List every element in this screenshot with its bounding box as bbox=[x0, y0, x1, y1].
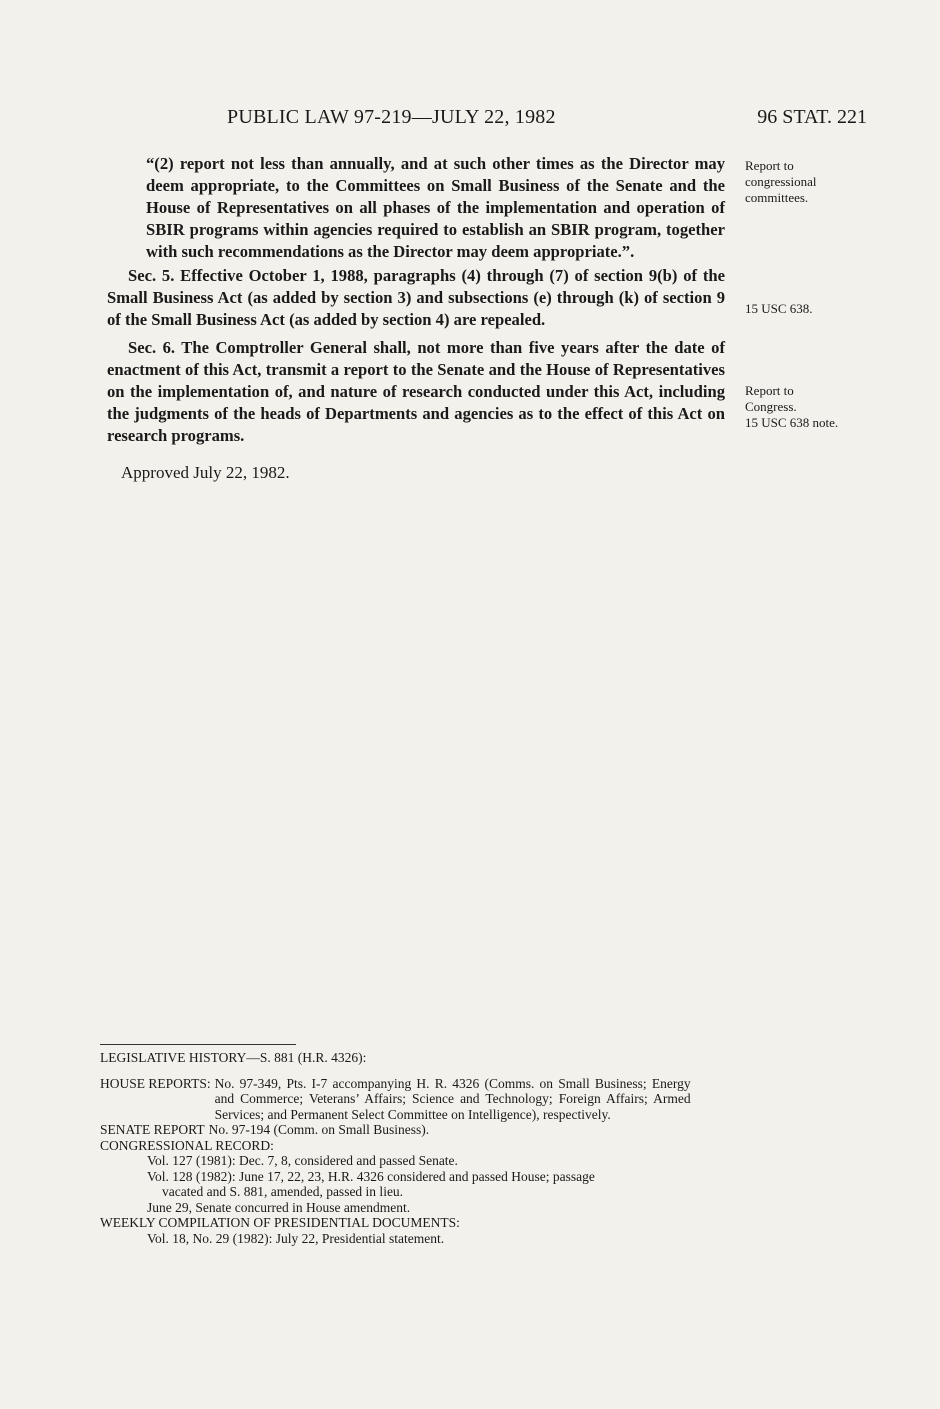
weekly-compilation-heading: WEEKLY COMPILATION OF PRESIDENTIAL DOCUMENTS: bbox=[100, 1215, 460, 1230]
page-header-title: PUBLIC LAW 97-219—JULY 22, 1982 bbox=[227, 106, 556, 128]
congressional-record-heading: CONGRESSIONAL RECORD: bbox=[100, 1137, 274, 1153]
cr-vol-128: Vol. 128 (1982): June 17, 22, 23, H.R. 4326 considered and passed House; passage bbox=[147, 1168, 595, 1184]
senate-report-text: No. 97-194 (Comm. on Small Business). bbox=[208, 1122, 430, 1137]
cr-vol-128-cont: vacated and S. 881, amended, passed in lieu. bbox=[162, 1184, 404, 1199]
house-reports-text: No. 97-349, Pts. I-7 accompanying H. R. 4326 (Comms. on Small Business; Energy and Commerce; Veterans’ Affairs; Science and Technology; Foreign Affairs; Armed Services; and Permanent Select Committee on Intelligence), respectively. bbox=[214, 1075, 691, 1122]
section-5: Sec. 5. Effective October 1, 1988, paragraphs (4) through (7) of section 9(b) of the Small Business Act (as added by section 3) and subsections (e) through (k) of section 9 of the Small Business Act (as added by section 4) are repealed. bbox=[107, 266, 725, 329]
weekly-compilation-vol: Vol. 18, No. 29 (1982): July 22, Presidential statement. bbox=[147, 1230, 445, 1246]
approved-date: Approved July 22, 1982. bbox=[121, 463, 290, 482]
page-header-stat: 96 STAT. 221 bbox=[757, 106, 867, 128]
cr-june-29: June 29, Senate concurred in House amendment. bbox=[147, 1199, 411, 1215]
senate-report-label: SENATE REPORT bbox=[100, 1122, 205, 1137]
house-reports-label: HOUSE REPORTS: bbox=[100, 1075, 211, 1091]
margin-note-report-committees: Report to congressional committees. bbox=[745, 158, 817, 205]
legislative-history bbox=[100, 1050, 720, 1246]
divider-rule bbox=[100, 1044, 296, 1045]
quoted-paragraph: “(2) report not less than annually, and at such other times as the Director may deem appropriate, to the Committees on Small Business of the Senate and the House of Representatives on all phases of the implementation and operation of SBIR programs within agencies required to establish an SBIR program, together with such recommendations as the Director may deem appropriate.”. bbox=[146, 154, 725, 261]
margin-note-report-congress: Report to Congress. 15 USC 638 note. bbox=[745, 383, 839, 430]
cr-vol-127: Vol. 127 (1981): Dec. 7, 8, considered and passed Senate. bbox=[147, 1153, 458, 1168]
senate-report bbox=[100, 1122, 720, 1138]
section-6: Sec. 6. The Comptroller General shall, not more than five years after the date of enactment of this Act, transmit a report to the Senate and the House of Representatives on the implementation of, and nature of research conducted under this Act, including the judgments of the heads of Departments and agencies as to the effect of this Act on research programs. bbox=[107, 338, 725, 445]
house-reports bbox=[100, 1076, 720, 1123]
margin-note-usc-638: 15 USC 638. bbox=[745, 301, 813, 316]
history-heading: LEGISLATIVE HISTORY—S. 881 (H.R. 4326): bbox=[100, 1050, 367, 1065]
main-text bbox=[107, 153, 725, 484]
